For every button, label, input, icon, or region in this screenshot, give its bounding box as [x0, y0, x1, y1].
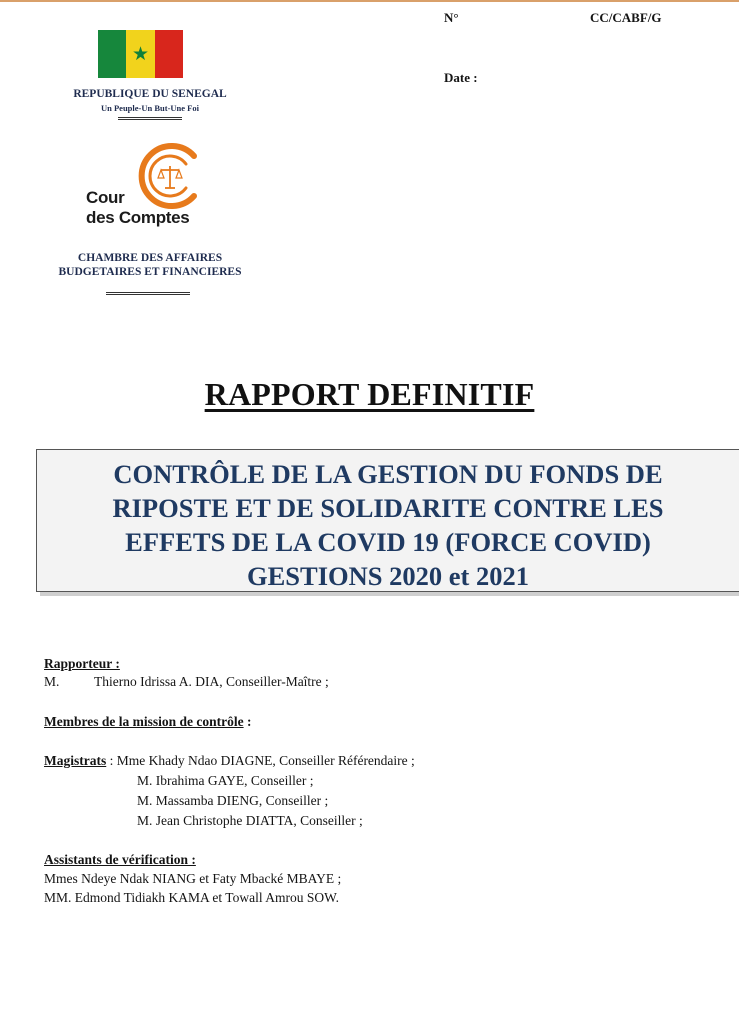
cour-des-comptes-logo-icon	[132, 138, 208, 214]
flag-star-icon: ★	[131, 43, 150, 65]
chamber-name-line1: CHAMBRE DES AFFAIRES	[77, 252, 223, 264]
rapporteur-title: M.	[44, 674, 60, 689]
republic-name: REPUBLIQUE DU SENEGAL	[73, 88, 227, 100]
mission-heading-text: Membres de la mission de contrôle	[44, 714, 244, 729]
assistant-entry: MM. Edmond Tidiakh KAMA et Towall Amrou SOW.	[44, 890, 339, 905]
magistrats-heading: Magistrats	[44, 753, 107, 768]
reference-code: CC/CABF/G	[590, 10, 662, 25]
chamber-name-line2: BUDGETAIRES ET FINANCIERES	[58, 266, 242, 278]
rapporteur-heading: Rapporteur :	[44, 656, 120, 671]
subject-box	[36, 449, 739, 592]
subject-line: EFFETS DE LA COVID 19 (FORCE COVID)	[125, 527, 651, 557]
magistrats-separator: :	[106, 753, 117, 768]
mission-heading-suffix: :	[243, 714, 252, 729]
national-motto: Un Peuple-Un But-Une Foi	[101, 103, 199, 113]
magistrats-line	[44, 753, 415, 769]
magistrat-entry: M. Massamba DIENG, Conseiller ;	[137, 793, 329, 808]
subject-line: RIPOSTE ET DE SOLIDARITE CONTRE LES	[112, 493, 664, 523]
assistants-heading: Assistants de vérification :	[44, 852, 196, 867]
mission-heading	[44, 714, 251, 730]
assistant-entry: Mmes Ndeye Ndak NIANG et Faty Mbacké MBAYE ;	[44, 871, 342, 886]
chamber-divider	[106, 292, 190, 295]
top-border-line	[0, 0, 739, 2]
senegal-flag	[98, 30, 183, 78]
logo-text-line2: des Comptes	[86, 208, 190, 227]
magistrat-entry: M. Ibrahima GAYE, Conseiller ;	[137, 773, 314, 788]
number-label: N°	[444, 10, 459, 25]
subject-line: CONTRÔLE DE LA GESTION DU FONDS DE	[113, 459, 663, 489]
magistrat-entry: M. Jean Christophe DIATTA, Conseiller ;	[137, 813, 363, 828]
motto-divider	[118, 117, 182, 120]
date-label: Date :	[444, 70, 478, 85]
report-title: RAPPORT DEFINITIF	[204, 376, 535, 412]
rapporteur-name: Thierno Idrissa A. DIA, Conseiller-Maître ;	[94, 674, 329, 689]
magistrat-entry: Mme Khady Ndao DIAGNE, Conseiller Référendaire ;	[116, 753, 415, 768]
logo-text-line1: Cour	[86, 188, 125, 207]
subject-line: GESTIONS 2020 et 2021	[247, 561, 529, 591]
